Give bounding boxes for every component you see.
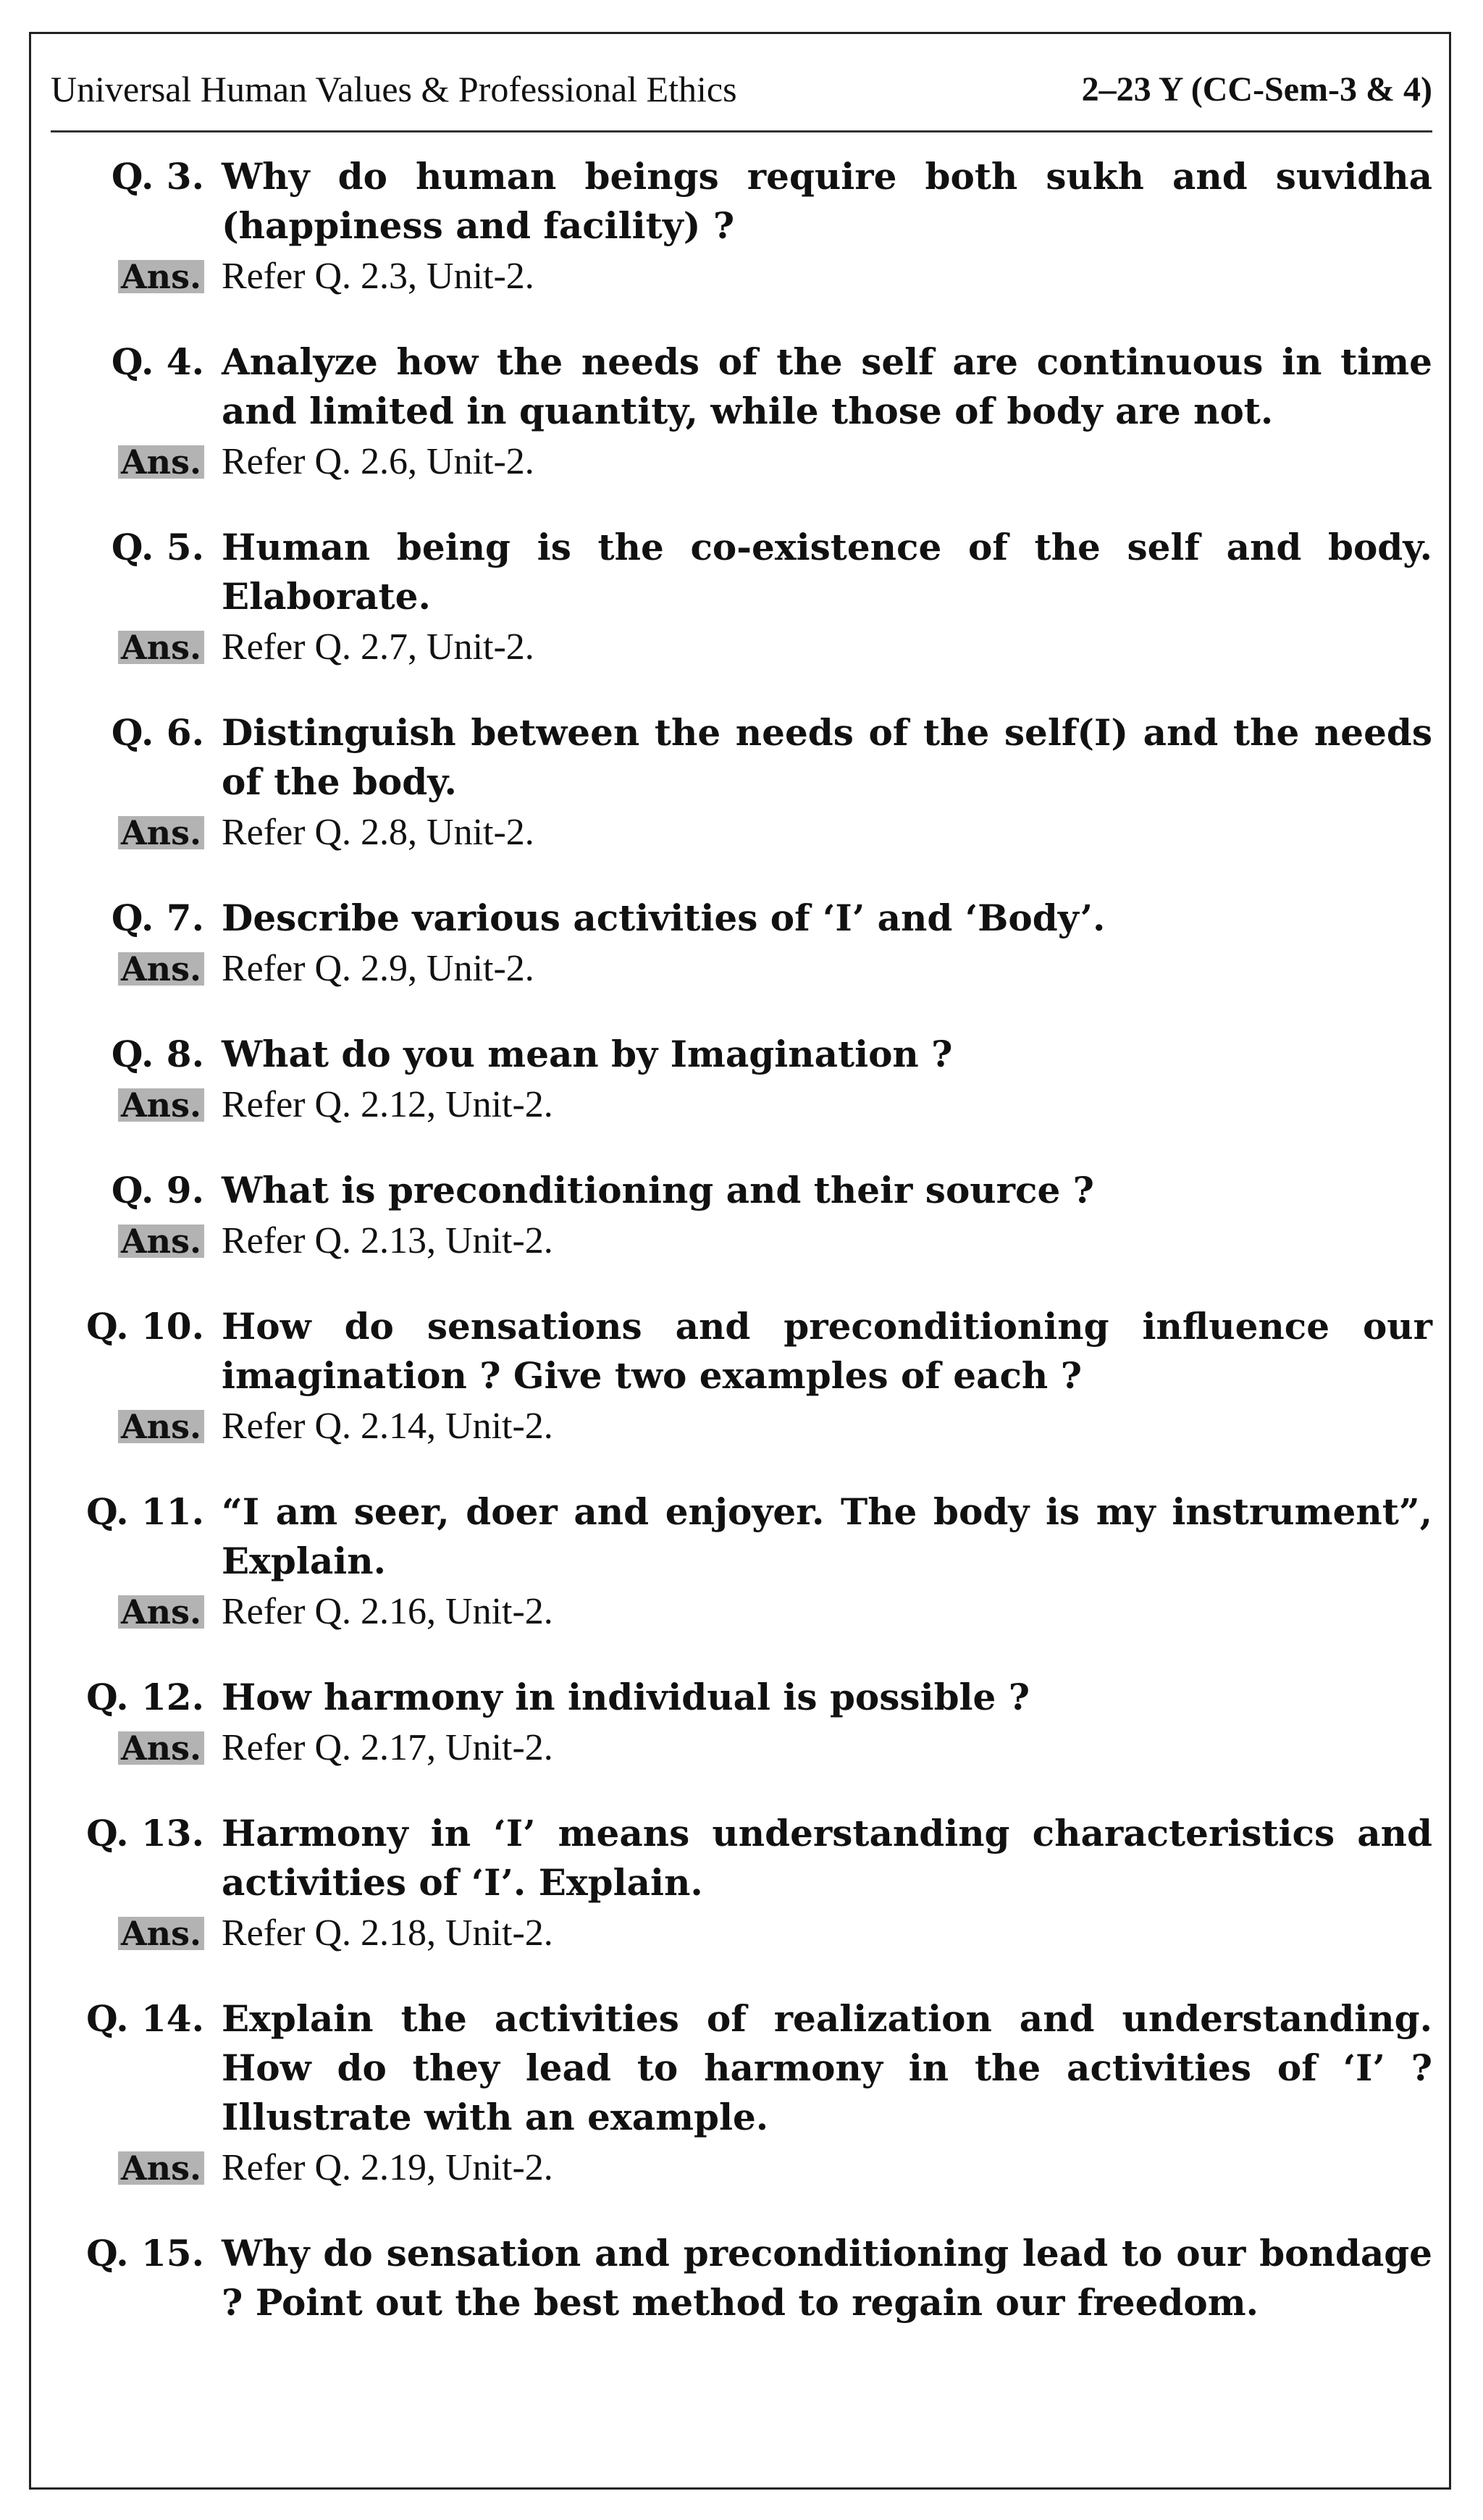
question-number: Q. 5.: [111, 526, 204, 568]
question-number: Q. 4.: [111, 340, 204, 383]
question-text: Analyze how the needs of the self are continuous in time and limited in quantity, while those of body are not.: [222, 340, 1432, 432]
question-number: Q. 13.: [86, 1812, 204, 1855]
question-number: Q. 15.: [86, 2232, 204, 2275]
question-text: How do sensations and preconditioning influence our imagination ? Give two examples of each ?: [222, 1305, 1432, 1397]
qa-item-q7: [72, 894, 1432, 994]
answer-label: Ans.: [72, 1080, 222, 1130]
answer-label: Ans.: [72, 1587, 222, 1637]
answer-text: Refer Q. 2.8, Unit-2.: [222, 812, 534, 853]
answer-label: Ans.: [72, 944, 222, 994]
qa-item-q3: [72, 152, 1432, 301]
question-text: Distinguish between the needs of the self(I) and the needs of the body.: [222, 711, 1432, 803]
answer-label: Ans.: [72, 252, 222, 301]
answer-text: Refer Q. 2.12, Unit-2.: [222, 1084, 553, 1125]
question-text: Human being is the co-existence of the self and body. Elaborate.: [222, 526, 1432, 618]
qa-item-q6: [72, 708, 1432, 857]
question-text: Why do human beings require both sukh and suvidha (happiness and facility) ?: [222, 155, 1432, 247]
answer-label: Ans.: [72, 623, 222, 672]
question-number: Q. 3.: [111, 155, 204, 198]
qa-item-q13: [72, 1809, 1432, 1958]
answer-label: Ans.: [72, 1723, 222, 1773]
running-header: [51, 64, 1432, 114]
qa-item-q11: [72, 1487, 1432, 1637]
qa-item-q8: [72, 1030, 1432, 1130]
answer-label: Ans.: [72, 2143, 222, 2193]
question-number: Q. 7.: [111, 896, 204, 939]
question-text: Explain the activities of realization and understanding. How do they lead to harmony in the activities of ‘I’ ? Illustrate with an example.: [222, 1997, 1432, 2138]
qa-item-q10: [72, 1302, 1432, 1451]
question-text: What do you mean by Imagination ?: [222, 1033, 953, 1075]
question-number: Q. 8.: [111, 1033, 204, 1075]
question-text: How harmony in individual is possible ?: [222, 1676, 1030, 1718]
answer-label: Ans.: [72, 1217, 222, 1266]
qa-item-q9: [72, 1166, 1432, 1266]
qa-item-q4: [72, 337, 1432, 487]
answer-text: Refer Q. 2.18, Unit-2.: [222, 1912, 553, 1954]
answer-text: Refer Q. 2.14, Unit-2.: [222, 1406, 553, 1447]
qa-item-q12: [72, 1673, 1432, 1773]
question-number: Q. 14.: [86, 1997, 204, 2040]
question-number: Q. 11.: [86, 1490, 204, 1533]
answer-label: Ans.: [72, 808, 222, 857]
question-number: Q. 10.: [86, 1305, 204, 1348]
question-text: What is preconditioning and their source ?: [222, 1169, 1094, 1211]
answer-text: Refer Q. 2.17, Unit-2.: [222, 1727, 553, 1768]
qa-item-q14: [72, 1994, 1432, 2193]
question-text: Harmony in ‘I’ means understanding characteristics and activities of ‘I’. Explain.: [222, 1812, 1432, 1904]
question-text: Describe various activities of ‘I’ and ‘Body’.: [222, 896, 1106, 939]
answer-label: Ans.: [72, 1402, 222, 1451]
question-number: Q. 6.: [111, 711, 204, 754]
header-book-title: Universal Human Values & Professional Ethics: [51, 69, 737, 109]
qa-item-q15: [72, 2229, 1432, 2327]
answer-text: Refer Q. 2.16, Unit-2.: [222, 1591, 553, 1632]
question-number: Q. 12.: [86, 1676, 204, 1718]
question-number: Q. 9.: [111, 1169, 204, 1211]
header-page-code: 2–23 Y (CC-Sem-3 & 4): [1081, 70, 1432, 109]
answer-text: Refer Q. 2.6, Unit-2.: [222, 441, 534, 482]
answer-text: Refer Q. 2.13, Unit-2.: [222, 1220, 553, 1261]
answer-text: Refer Q. 2.3, Unit-2.: [222, 256, 534, 297]
answer-text: Refer Q. 2.7, Unit-2.: [222, 626, 534, 668]
answer-text: Refer Q. 2.19, Unit-2.: [222, 2147, 553, 2188]
question-text: “I am seer, doer and enjoyer. The body is my instrument”, Explain.: [222, 1490, 1432, 1582]
qa-item-q5: [72, 523, 1432, 672]
question-text: Why do sensation and preconditioning lead to our bondage ? Point out the best method to regain our freedom.: [222, 2232, 1432, 2324]
header-divider: [51, 130, 1432, 133]
answer-text: Refer Q. 2.9, Unit-2.: [222, 948, 534, 989]
answer-label: Ans.: [72, 1909, 222, 1958]
answer-label: Ans.: [72, 437, 222, 487]
question-list: [72, 152, 1432, 2364]
